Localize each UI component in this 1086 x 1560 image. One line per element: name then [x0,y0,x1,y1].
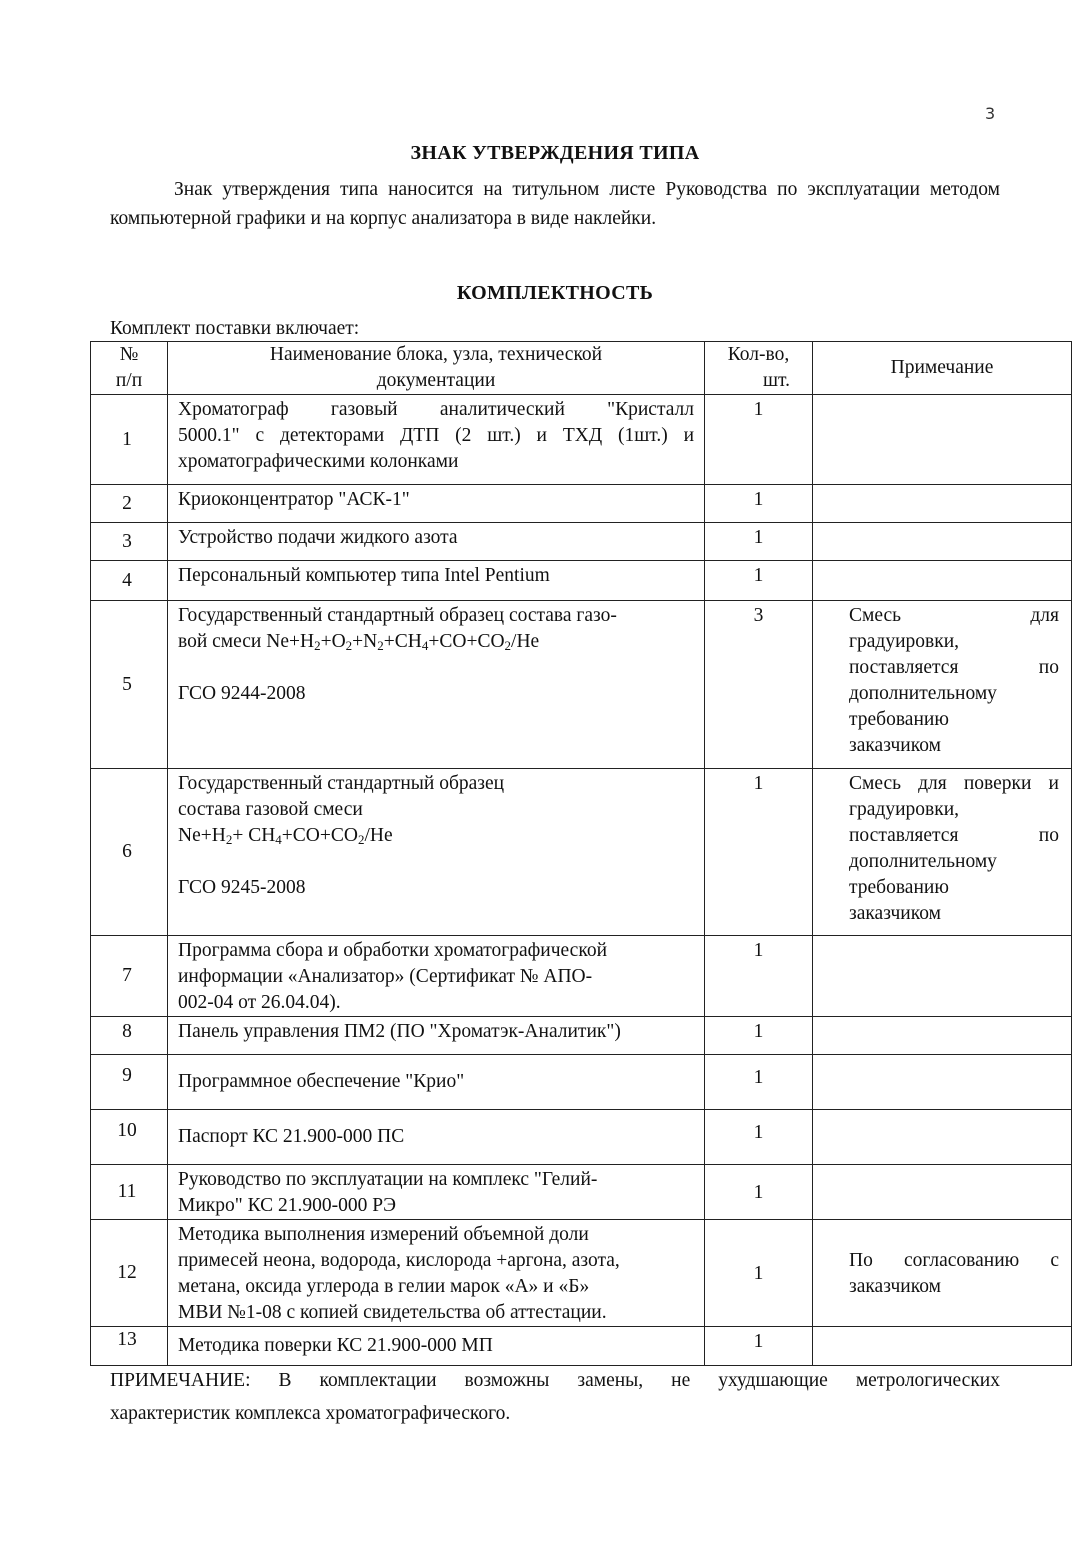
row-note-line: поставляется по [849,657,1059,678]
table-row [91,1055,1072,1110]
row-gso-code: ГСО 9244-2008 [178,683,306,704]
row-name-line: метана, оксида углерода в гелии марок «А» и «Б» [178,1276,590,1297]
footnote-line2: характеристик комплекса хроматографического. [110,1403,511,1424]
gas-formula: $Ne+H_2+O_2+N_2+CH_4+CO+CO_2/He$ [266,631,540,653]
header-quantity [705,342,813,395]
row-name-line: информации «Анализатор» (Сертификат № АПО- [178,966,593,987]
footnote [110,1364,1000,1430]
header-note: Примечание [813,342,1072,395]
row-quantity: 1 [705,1055,813,1110]
row-number: 10 [91,1110,168,1165]
row-name [168,1165,705,1220]
row-quantity: 1 [705,395,813,485]
row-note-line: дополнительному [849,851,997,872]
row-number: 11 [91,1165,168,1220]
row-note [813,1327,1072,1366]
row-name-prefix: вой смеси [178,631,267,652]
row-quantity: 3 [705,601,813,769]
footnote-line1: ПРИМЕЧАНИЕ: В комплектации возможны замены, не ухудшающие метрологических [110,1370,1000,1391]
row-name-line: Хроматограф газовый аналитический "Кристалл [178,399,694,420]
header-number [91,342,168,395]
row-note-line: градуировки, [849,631,960,652]
table-row [91,1110,1072,1165]
row-quantity: 1 [705,485,813,523]
row-name: Криоконцентратор "АСК-1" [168,485,705,523]
row-note [813,395,1072,485]
row-name-line: состава газовой смеси [178,799,363,820]
completeness-table [90,341,1072,1366]
table-row [91,561,1072,601]
row-number: 4 [91,561,168,601]
row-gso-code: ГСО 9245-2008 [178,877,306,898]
header-number-line1: № [119,344,139,365]
row-note-line: Смесь для поверки и [849,773,1059,794]
gas-formula: $Ne+H_2+ CH_4+CO+CO_2/He$ [178,825,393,847]
header-quantity-line2: шт. [763,370,790,391]
row-name: Методика поверки КС 21.900-000 МП [168,1327,705,1366]
table-header-row [91,342,1072,395]
row-quantity: 1 [705,1327,813,1366]
row-note [813,523,1072,561]
row-name: Устройство подачи жидкого азота [168,523,705,561]
row-note-line: градуировки, [849,799,960,820]
row-note [813,1110,1072,1165]
kit-intro-text: Комплект поставки включает: [110,318,360,339]
table-row [91,1327,1072,1366]
row-quantity: 1 [705,1220,813,1327]
row-number: 12 [91,1220,168,1327]
row-note [813,601,1072,769]
row-name-line: Руководство по эксплуатации на комплекс "Гелий- [178,1169,598,1190]
row-note-line: По согласованию с [849,1250,1059,1271]
row-note-line: требованию [849,877,949,898]
row-quantity: 1 [705,1110,813,1165]
table-row [91,485,1072,523]
header-name-line2: документации [376,370,496,391]
row-number: 6 [91,769,168,936]
row-note [813,1055,1072,1110]
row-name [168,936,705,1017]
row-note-line: требованию [849,709,949,730]
table-row [91,1017,1072,1055]
section-title-completeness: КОМПЛЕКТНОСТЬ [456,282,654,304]
table-row [91,1220,1072,1327]
type-approval-text: Знак утверждения типа наносится на титульном листе Руководства по эксплуатации методом компьютерной графики и на корпус анализатора в виде наклейки. [110,179,1000,229]
row-name [168,395,705,485]
row-name [168,601,705,769]
section-title-type-approval: ЗНАК УТВЕРЖДЕНИЯ ТИПА [410,142,700,164]
row-note-line: заказчиком [849,1276,941,1297]
row-note [813,1165,1072,1220]
row-number: 2 [91,485,168,523]
row-number: 9 [91,1055,168,1110]
row-name-line: Государственный стандартный образец состава газо- [178,605,617,626]
row-name-line: 002-04 от 26.04.04). [178,992,341,1013]
table-row [91,601,1072,769]
table-row [91,395,1072,485]
row-name: Программное обеспечение "Крио" [168,1055,705,1110]
row-quantity: 1 [705,1017,813,1055]
row-quantity: 1 [705,936,813,1017]
header-name [168,342,705,395]
row-name-line: хроматографическими колонками [178,451,459,472]
row-note-line: Смесь для [849,605,1059,626]
page-number: 3 [985,104,996,123]
row-note-line: заказчиком [849,903,941,924]
row-name-line: Микро" КС 21.900-000 РЭ [178,1195,396,1216]
row-name [168,769,705,936]
row-number: 5 [91,601,168,769]
row-quantity: 1 [705,523,813,561]
row-quantity: 1 [705,769,813,936]
row-quantity: 1 [705,1165,813,1220]
row-note [813,561,1072,601]
row-formula-line [178,629,694,655]
row-number: 1 [91,395,168,485]
table-row [91,523,1072,561]
row-name-line: Программа сбора и обработки хроматографической [178,940,608,961]
row-note [813,1017,1072,1055]
row-name: Панель управления ПМ2 (ПО "Хроматэк-Аналитик") [168,1017,705,1055]
row-note [813,936,1072,1017]
table-row [91,936,1072,1017]
row-note-line: заказчиком [849,735,941,756]
row-quantity: 1 [705,561,813,601]
row-number: 13 [91,1327,168,1366]
header-number-line2: п/п [115,370,143,391]
row-note-line: поставляется по [849,825,1059,846]
header-name-line1: Наименование блока, узла, технической [269,344,603,365]
row-name: Паспорт КС 21.900-000 ПС [168,1110,705,1165]
row-name-line: примесей неона, водорода, кислорода +аргона, азота, [178,1250,620,1271]
row-note [813,1220,1072,1327]
row-name-line: МВИ №1-08 с копией свидетельства об аттестации. [178,1302,607,1323]
row-number: 3 [91,523,168,561]
row-name-line: Государственный стандартный образец [178,773,505,794]
row-name [168,1220,705,1327]
type-approval-paragraph [110,175,1000,233]
row-number: 8 [91,1017,168,1055]
table-row [91,1165,1072,1220]
row-name-line: Методика выполнения измерений объемной доли [178,1224,589,1245]
row-note [813,485,1072,523]
table-row [91,769,1072,936]
header-quantity-line1: Кол-во, [727,344,790,365]
row-number: 7 [91,936,168,1017]
row-name-line: 5000.1" с детекторами ДТП (2 шт.) и ТХД (1шт.) и [178,425,694,446]
row-note [813,769,1072,936]
row-note-line: дополнительному [849,683,997,704]
row-name: Персональный компьютер типа Intel Pentium [168,561,705,601]
